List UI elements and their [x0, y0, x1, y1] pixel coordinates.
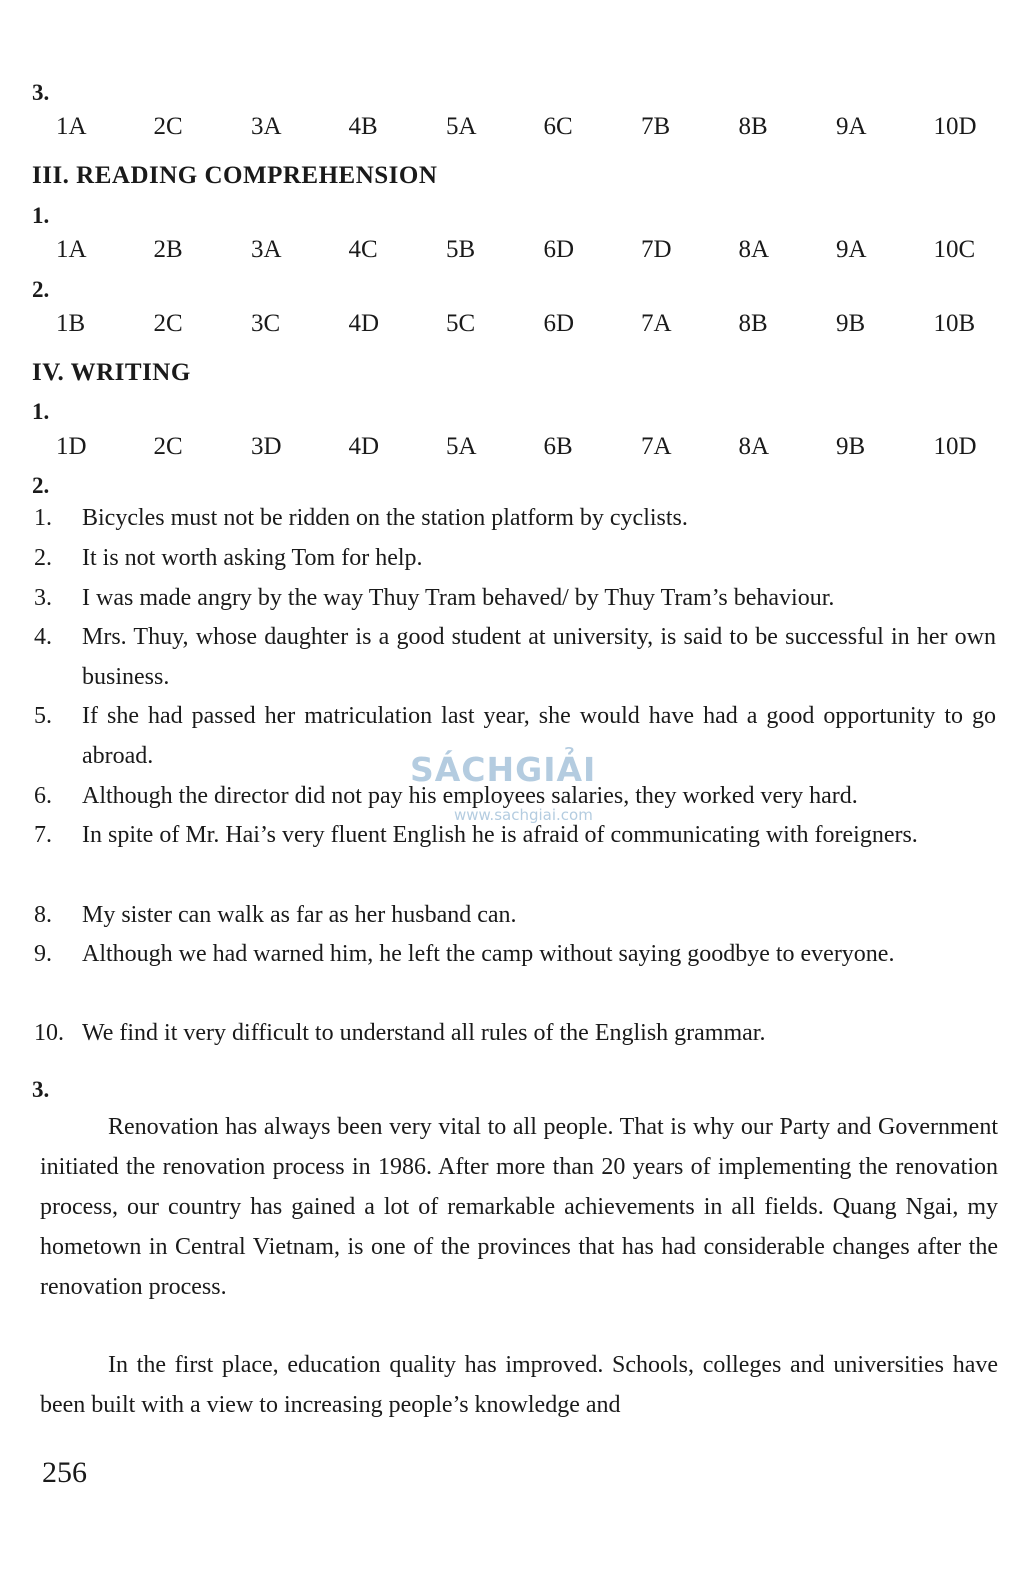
answer-cell: 4D — [348, 433, 380, 460]
answer-cell: 10B — [933, 310, 976, 337]
answer-cell: 5B — [446, 236, 476, 263]
answer-cell: 1A — [56, 236, 87, 263]
section-3-label: 3. — [32, 80, 50, 105]
watermark-logo: SÁCHGIẢI — [410, 750, 597, 789]
item-text: We find it very difficult to understand all rules of the English grammar. — [82, 1020, 766, 1046]
answer-cell: 1A — [56, 113, 87, 140]
item-number: 1. — [34, 505, 52, 531]
item-text: I was made angry by the way Thuy Tram behaved/ by Thuy Tram’s behaviour. — [82, 585, 835, 611]
reading-2-label: 2. — [32, 277, 50, 302]
answer-cell: 2C — [153, 433, 183, 460]
writing-2-item — [34, 934, 996, 974]
item-text: My sister can walk as far as her husband can. — [82, 902, 517, 928]
answer-cell: 4B — [348, 113, 378, 140]
answer-cell: 9A — [836, 236, 867, 263]
writing-2-item — [34, 498, 996, 538]
reading-1-label: 1. — [32, 203, 50, 228]
item-number: 6. — [34, 783, 52, 809]
item-text: Although we had warned him, he left the camp without saying goodbye to everyone. — [82, 941, 895, 967]
item-text: It is not worth asking Tom for help. — [82, 545, 423, 571]
answer-cell: 3A — [251, 113, 282, 140]
watermark — [410, 740, 620, 830]
answer-cell: 10D — [933, 433, 977, 460]
answer-cell: 4D — [348, 310, 380, 337]
answer-cell: 7D — [641, 236, 672, 263]
answer-cell: 10C — [933, 236, 976, 263]
page-number: 256 — [42, 1456, 87, 1489]
item-text: In spite of Mr. Hai’s very fluent English he is afraid of communicating with foreigners. — [82, 822, 918, 848]
writing-2-item — [34, 1013, 996, 1053]
answer-cell: 9B — [836, 433, 866, 460]
item-number: 8. — [34, 902, 52, 928]
answer-cell: 10D — [933, 113, 977, 140]
writing-heading: IV. WRITING — [32, 359, 191, 386]
watermark-url: www.sachgiai.com — [454, 806, 593, 824]
answer-row-section-3 — [0, 113, 1024, 143]
answer-row-reading-2 — [0, 310, 1024, 340]
item-number: 9. — [34, 941, 52, 967]
item-text: Bicycles must not be ridden on the station platform by cyclists. — [82, 505, 688, 531]
answer-cell: 5C — [446, 310, 476, 337]
answer-row-writing-1 — [0, 433, 1024, 463]
writing-2-item — [34, 617, 996, 697]
item-number: 3. — [34, 585, 52, 611]
answer-cell: 7B — [641, 113, 671, 140]
writing-1-label: 1. — [32, 399, 50, 424]
item-text: Mrs. Thuy, whose daughter is a good student at university, is said to be successful in her own business. — [82, 624, 996, 690]
answer-cell: 8B — [738, 310, 768, 337]
answer-cell: 8B — [738, 113, 768, 140]
writing-3-label: 3. — [32, 1077, 50, 1102]
reading-comprehension-heading: III. READING COMPREHENSION — [32, 162, 438, 189]
item-text: If she had passed her matriculation last year, she would have had a good opportunity to go abroad. — [82, 703, 996, 769]
answer-cell: 8A — [738, 433, 770, 460]
writing-2-item — [34, 538, 996, 578]
item-text: Although the director did not pay his employees salaries, they worked very hard. — [82, 783, 858, 809]
answer-cell: 1D — [56, 433, 87, 460]
answer-cell: 3C — [251, 310, 281, 337]
writing-2-item — [34, 895, 996, 935]
answer-cell: 9A — [836, 113, 867, 140]
writing-2-label: 2. — [32, 473, 50, 498]
essay-paragraph: In the first place, education quality has improved. Schools, colleges and universities have been built with a view to increasing people’s knowledge and — [40, 1352, 998, 1418]
answer-cell: 6D — [543, 310, 575, 337]
answer-cell: 8A — [738, 236, 770, 263]
item-number: 5. — [34, 703, 52, 729]
answer-cell: 6B — [543, 433, 573, 460]
answer-cell: 5A — [446, 433, 477, 460]
answer-cell: 7A — [641, 310, 672, 337]
answer-cell: 9B — [836, 310, 866, 337]
answer-cell: 6C — [543, 113, 573, 140]
writing-2-item — [34, 578, 996, 618]
answer-cell: 2B — [153, 236, 183, 263]
essay-paragraph: Renovation has always been very vital to all people. That is why our Party and Government initiated the renovation process in 1986. After more than 20 years of implementing the renovation process, our country has gained a lot of remarkable achievements in all fields. Quang Ngai, my hometown in Central Vietnam, is one of the provinces that has had considerable changes after the renovation process. — [40, 1114, 998, 1300]
answer-cell: 6D — [543, 236, 575, 263]
answer-cell: 4C — [348, 236, 378, 263]
item-number: 4. — [34, 624, 52, 650]
answer-cell: 2C — [153, 310, 183, 337]
item-number: 7. — [34, 822, 52, 848]
item-number: 10. — [34, 1020, 64, 1046]
answer-cell: 3A — [251, 236, 282, 263]
item-number: 2. — [34, 545, 52, 571]
answer-cell: 5A — [446, 113, 477, 140]
answer-cell: 2C — [153, 113, 183, 140]
answer-cell: 1B — [56, 310, 86, 337]
answer-cell: 7A — [641, 433, 672, 460]
answer-cell: 3D — [251, 433, 282, 460]
answer-row-reading-1 — [0, 236, 1024, 266]
